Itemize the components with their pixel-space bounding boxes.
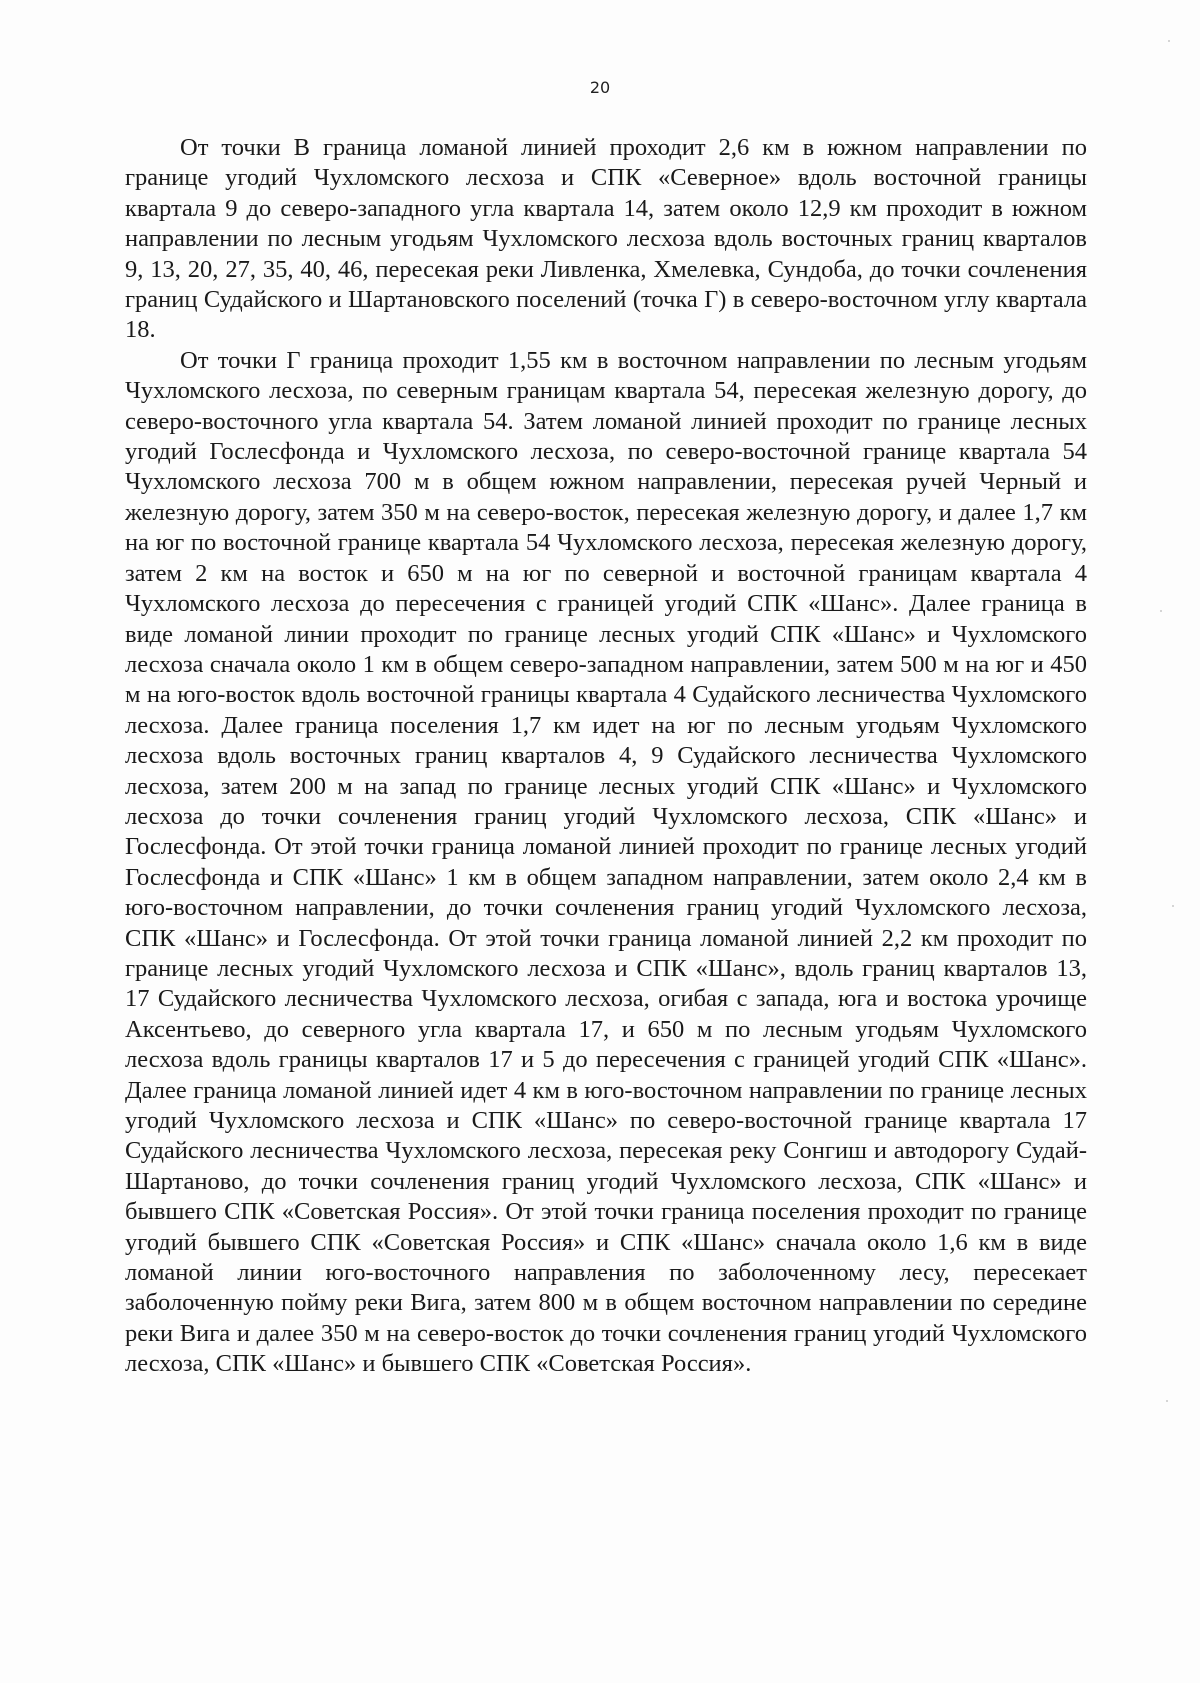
paragraph: От точки Г граница проходит 1,55 км в восточном направлении по лесным угодьям Чухломского лесхоза, по северным границам квартала 54, пересекая железную дорогу, до северо-восточного угла квартала 54. Затем ломаной линией проходит по границе лесных угодий Гослесфонда и Чухломского лесхоза, по северо-восточной границе квартала 54 Чухломского лесхоза 700 м в общем южном направлении, пересекая ручей Черный и железную дорогу, затем 350 м на северо-восток, пересекая железную дорогу, и далее 1,7 км на юг по восточной границе квартала 54 Чухломского лесхоза, пересекая железную дорогу, затем 2 км на восток и 650 м на юг по северной и восточной границам квартала 4 Чухломского лесхоза до пересечения с границей угодий СПК «Шанс». Далее граница в виде ломаной линии проходит по границе лесных угодий СПК «Шанс» и Чухломского лесхоза сначала около 1 км в общем северо-западном направлении, затем 500 м на юг и 450 м на юго-восток вдоль восточной границы квартала 4 Судайского лесничества Чухломского лесхоза. Далее граница поселения 1,7 км идет на юг по лесным угодьям Чухломского лесхоза вдоль восточных границ кварталов 4, 9 Судайского лесничества Чухломского лесхоза, затем 200 м на запад по границе лесных угодий СПК «Шанс» и Чухломского лесхоза до точки сочленения границ угодий Чухломского лесхоза, СПК «Шанс» и Гослесфонда. От этой точки граница ломаной линией проходит по границе лесных угодий Гослесфонда и СПК «Шанс» 1 км в общем западном направлении, затем около 2,4 км в юго-восточном направлении, до точки сочленения границ угодий Чухломского лесхоза, СПК «Шанс» и Гослесфонда. От этой точки граница ломаной линией 2,2 км проходит по границе лесных угодий Чухломского лесхоза и СПК «Шанс», вдоль границ кварталов 13, 17 Судайского лесничества Чухломского лесхоза, огибая с запада, юга и востока урочище Аксентьево, до северного угла квартала 17, и 650 м по лесным угодьям Чухломского лесхоза вдоль границы кварталов 17 и 5 до пересечения с границей угодий СПК «Шанс». Далее граница ломаной линией идет 4 км в юго-восточном направлении по границе лесных угодий Чухломского лесхоза и СПК «Шанс» по северо-восточной границе квартала 17 Судайского лесничества Чухломского лесхоза, пересекая реку Сонгиш и автодорогу Судай-Шартаново, до точки сочленения границ угодий Чухломского лесхоза, СПК «Шанс» и бывшего СПК «Советская Россия». От этой точки граница поселения проходит по границе угодий бывшего СПК «Советская Россия» и СПК «Шанс» сначала около 1,6 км в виде ломаной линии юго-восточного направления по заболоченному лесу, пересекает заболоченную пойму реки Вига, затем 800 м в общем восточном направлении по середине реки Вига и далее 350 м на северо-восток до точки сочленения границ угодий Чухломского лесхоза, СПК «Шанс» и бывшего СПК «Советская Россия». (125, 346, 1087, 1378)
page-number: 20 (589, 78, 611, 97)
document-body (125, 133, 1087, 1380)
scan-speck (1166, 1400, 1168, 1402)
scan-speck (1160, 610, 1162, 612)
scan-speck (1172, 905, 1174, 907)
paragraph: От точки В граница ломаной линией проходит 2,6 км в южном направлении по границе угодий Чухломского лесхоза и СПК «Северное» вдоль восточной границы квартала 9 до северо-западного угла квартала 14, затем около 12,9 км проходит в южном направлении по лесным угодьям Чухломского лесхоза вдоль восточных границ кварталов 9, 13, 20, 27, 35, 40, 46, пересекая реки Ливленка, Хмелевка, Сундоба, до точки сочленения границ Судайского и Шартановского поселений (точка Г) в северо-восточном углу квартала 18. (125, 134, 1087, 344)
scan-speck (1168, 40, 1170, 42)
